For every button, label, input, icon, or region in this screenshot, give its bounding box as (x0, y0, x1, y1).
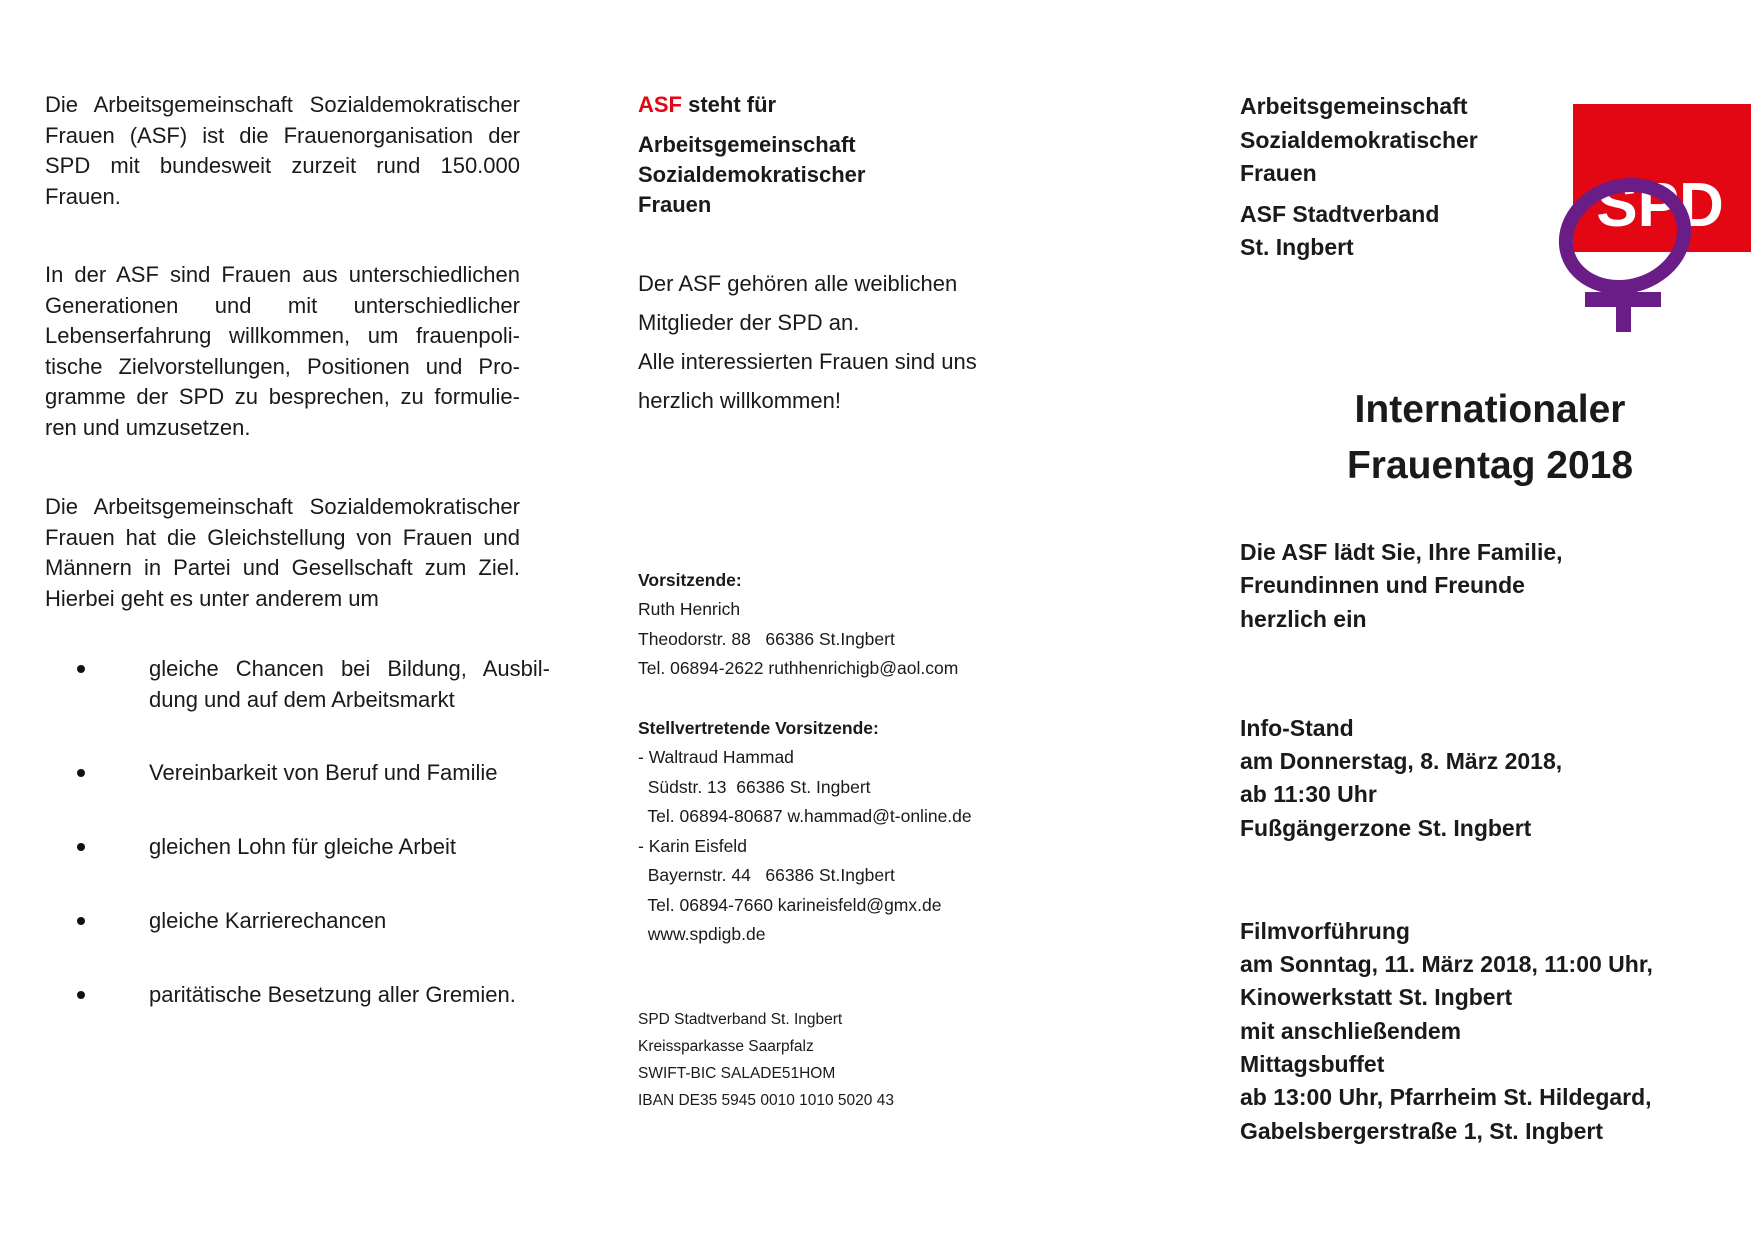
org-name-line: Sozialdemokratischer (1240, 127, 1478, 153)
info-stand-line: Fußgängerzone St. Ingbert (1240, 815, 1532, 841)
invite-line: Der ASF gehören alle weiblichen (638, 271, 958, 296)
deputy2-name: - Karin Eisfeld (638, 836, 747, 856)
spd-asf-logo (1550, 94, 1755, 339)
deputy1-name: - Waltraud Hammad (638, 747, 794, 767)
goals-paragraph: Die Arbeitsgemeinschaft Sozialdemokratischer Frauen hat die Gleichstellung von Frauen und Männern in Partei und Gesellschaft zum Ziel. Hierbei geht es unter anderem um (45, 494, 520, 611)
info-stand-line: am Donnerstag, 8. März 2018, (1240, 748, 1563, 774)
invite-line: Mitglieder der SPD an. (638, 310, 860, 335)
invitation-line: herzlich ein (1240, 606, 1367, 632)
bank-line: SWIFT-BIC SALADE51HOM (638, 1065, 836, 1082)
bullet-icon (77, 917, 85, 925)
chair-contact: Tel. 06894-2622 ruthhenrichigb@aol.com (638, 658, 959, 678)
intro-paragraph: Die Arbeitsgemeinschaft Sozialdemokratischer Frauen (ASF) ist die Frauenorganisation der SPD mit bundesweit zurzeit rund 150.000 Frauen. (45, 92, 520, 209)
chair-label: Vorsitzende: (638, 570, 742, 590)
deputy1-address: Südstr. 13 66386 St. Ingbert (638, 777, 871, 797)
film-line: Filmvorführung (1240, 918, 1410, 944)
org-name-line: Arbeitsgemeinschaft (1240, 93, 1468, 119)
info-stand-line: ab 11:30 Uhr (1240, 781, 1377, 807)
org-name-line: Frauen (638, 192, 712, 217)
branch-line: ASF Stadtverband (1240, 201, 1440, 227)
film-line: am Sonntag, 11. März 2018, 11:00 Uhr, (1240, 951, 1653, 977)
bullet-icon (77, 665, 85, 673)
film-line: Mittagsbuffet (1240, 1051, 1385, 1077)
invitation-line: Freundinnen und Freunde (1240, 572, 1525, 598)
asf-heading: ASF steht für (638, 92, 777, 117)
branch-line: St. Ingbert (1240, 234, 1354, 260)
chair-address: Theodorstr. 88 66386 St.Ingbert (638, 629, 895, 649)
deputy2-address: Bayernstr. 44 66386 St.Ingbert (638, 865, 895, 885)
film-line: ab 13:00 Uhr, Pfarrheim St. Hildegard, (1240, 1084, 1652, 1110)
org-name-line: Arbeitsgemeinschaft (638, 132, 856, 157)
members-paragraph: In der ASF sind Frauen aus unterschiedlichen Generationen und mit unterschiedlicher Lebenserfahrung willkommen, um frauenpoli-tische Zielvorstellungen, Positionen und Pro-gramme der SPD zu besprechen, zu formulie-ren und umzusetzen. (45, 262, 520, 440)
spd-logo-text: SPD (1596, 171, 1724, 240)
invite-line: Alle interessierten Frauen sind uns (638, 349, 977, 374)
bank-line: Kreissparkasse Saarpfalz (638, 1038, 814, 1055)
org-name-line: Sozialdemokratischer (638, 162, 866, 187)
bullet-icon (77, 843, 85, 851)
org-name-line: Frauen (1240, 160, 1317, 186)
bank-line: IBAN DE35 5945 0010 1010 5020 43 (638, 1092, 894, 1109)
film-line: Kinowerkstatt St. Ingbert (1240, 984, 1513, 1010)
film-line: mit anschließendem (1240, 1018, 1462, 1044)
deputy2-contact: Tel. 06894-7660 karineisfeld@gmx.de (638, 895, 942, 915)
invite-line: herzlich willkommen! (638, 388, 841, 413)
bank-line: SPD Stadtverband St. Ingbert (638, 1011, 843, 1028)
film-line: Gabelsbergerstraße 1, St. Ingbert (1240, 1118, 1604, 1144)
bullet-icon (77, 769, 85, 777)
event-title: Internationaler Frauentag 2018 (1346, 388, 1634, 487)
deputy1-contact: Tel. 06894-80687 w.hammad@t-online.de (638, 806, 972, 826)
deputy-label: Stellvertretende Vorsitzende: (638, 718, 879, 738)
chair-name: Ruth Henrich (638, 599, 741, 619)
invitation-line: Die ASF lädt Sie, Ihre Familie, (1240, 539, 1563, 565)
website-link[interactable]: www.spdigb.de (638, 924, 766, 944)
info-stand-line: Info-Stand (1240, 715, 1354, 741)
bullet-icon (77, 991, 85, 999)
